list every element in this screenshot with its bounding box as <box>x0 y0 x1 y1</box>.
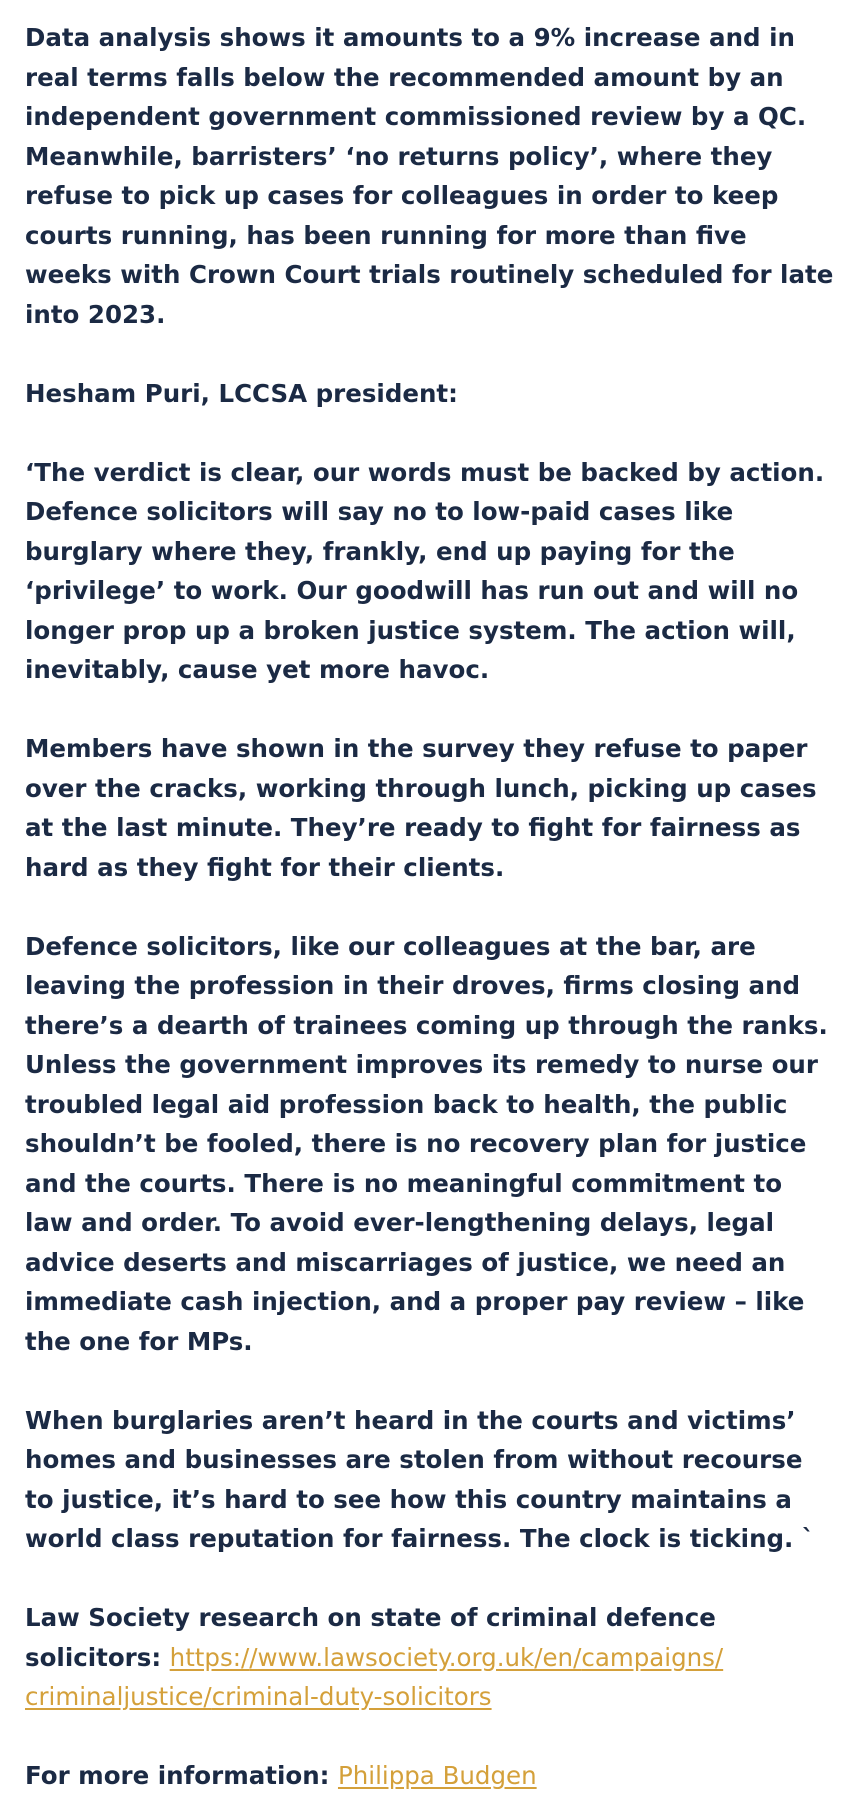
paragraph-quote-burglaries: When burglaries aren’t heard in the courts and victims’ homes and businesses are stolen from without recourse to justice, it’s hard to see how this country maintains a world class reputation for fairness. The clock is ticking. ` <box>25 1405 815 1553</box>
contact-link[interactable]: Philippa Budgen <box>337 1761 537 1790</box>
contact-paragraph <box>25 1756 835 1796</box>
paragraph-quote-members: Members have shown in the survey they refuse to paper over the cracks, working through lunch, picking up cases at the last minute. They’re ready to fight for fairness as hard as they fight for their clients. <box>25 734 817 882</box>
research-link[interactable]: https://www.lawsociety.org.uk/en/campaigns/criminaljustice/criminal-duty-solicitors <box>25 1642 724 1711</box>
paragraph-speaker-attribution: Hesham Puri, LCCSA president: <box>25 378 458 408</box>
paragraph-quote-defence-solicitors: Defence solicitors, like our colleagues at the bar, are leaving the profession in their droves, firms closing and there’s a dearth of trainees coming up through the ranks. Unless the government improves its remedy to nurse our troubled legal aid profession back to health, the public shouldn’t be fooled, there is no recovery plan for justice and the courts. There is no meaningful commitment to law and order. To avoid ever-lengthening delays, legal advice deserts and miscarriages of justice, we need an immediate cash injection, and a proper pay review – like the one for MPs. <box>25 931 828 1356</box>
research-paragraph <box>25 1598 835 1717</box>
contact-label: For more information: <box>25 1761 338 1790</box>
research-label: Law Society research on state of criminal defence solicitors: <box>25 1603 716 1672</box>
paragraph-quote-verdict: ‘The verdict is clear, our words must be backed by action. Defence solicitors will say no to low-paid cases like burglary where they, frankly, end up paying for the ‘privilege’ to work. Our goodwill has run out and will no longer prop up a broken justice system. The action will, inevitably, cause yet more havoc. <box>25 457 825 684</box>
paragraph-data-analysis: Data analysis shows it amounts to a 9% increase and in real terms falls below the recommended amount by an independent government commissioned review by a QC. Meanwhile, barristers’ ‘no returns policy’, where they refuse to pick up cases for colleagues in order to keep courts running, has been running for more than five weeks with Crown Court trials routinely scheduled for late into 2023. <box>25 23 834 329</box>
